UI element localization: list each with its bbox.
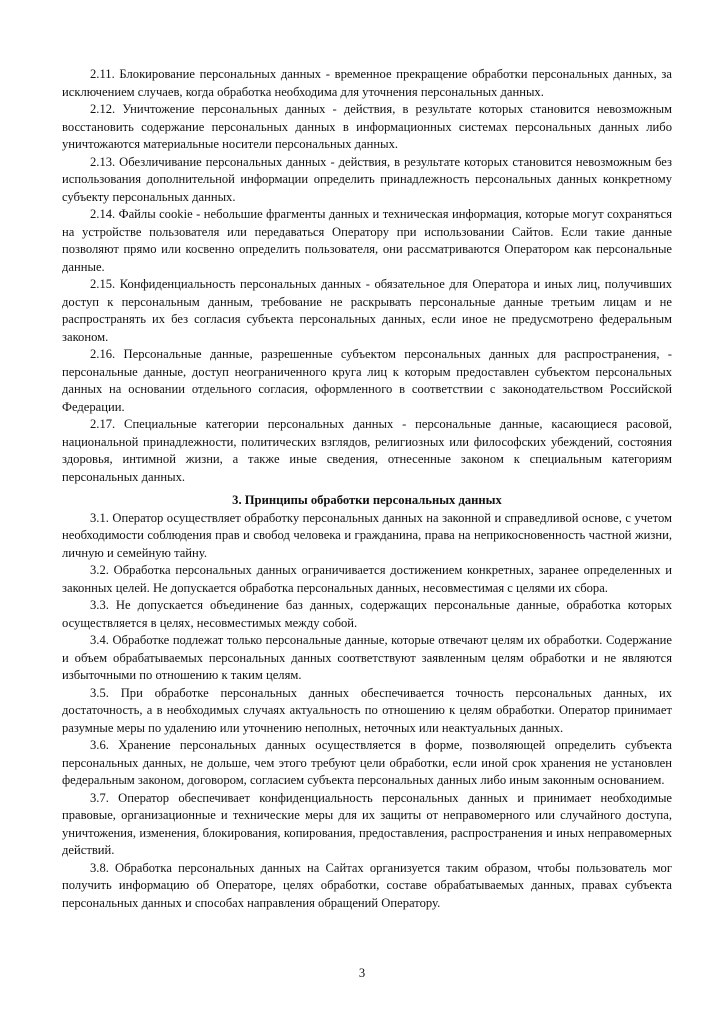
paragraph-2-17: 2.17. Специальные категории персональных данных - персональные данные, касающиеся расовой, национальной принадлежности, политических взглядов, религиозных или философских убеждений, состояния здоровья, интимной жизни, а также иные сведения, отнесенные законом к специальным категориям персональных данных.	[62, 417, 672, 484]
paragraph-2-13: 2.13. Обезличивание персональных данных - действия, в результате которых становится невозможным без использования дополнительной информации определить принадлежность персональных данных конкретному субъекту персональных данных.	[62, 154, 672, 204]
paragraph-3-6: 3.6. Хранение персональных данных осуществляется в форме, позволяющей определить субъекта персональных данных, не дольше, чем этого требуют цели обработки, если иной срок хранения не установлен федеральным законом, договором, согласием субъекта персональных данных либо иным законным основанием.	[62, 738, 672, 787]
section-heading: 3. Принципы обработки персональных данных	[232, 493, 502, 507]
paragraph-3-5: 3.5. При обработке персональных данных обеспечивается точность персональных данных, их достаточность, а в необходимых случаях актуальность по отношению к целям обработки. Оператор принимает разумные меры по удалению или уточнению неполных, неточных или неактуальных данных.	[62, 685, 672, 735]
document-page	[62, 66, 672, 912]
paragraph-3-4: 3.4. Обработке подлежат только персональные данные, которые отвечают целям их обработки. Содержание и объем обрабатываемых персональных данных соответствуют заявленным целям обработки и не являются избыточными по отношению к таким целям.	[62, 633, 672, 682]
paragraph-2-11: 2.11. Блокирование персональных данных - временное прекращение обработки персональных данных, за исключением случаев, когда обработка необходима для уточнения персональных данных.	[62, 67, 672, 99]
paragraph-3-3: 3.3. Не допускается объединение баз данных, содержащих персональные данные, обработка которых осуществляется в целях, несовместимых между собой.	[62, 598, 672, 630]
paragraph-3-7: 3.7. Оператор обеспечивает конфиденциальность персональных данных и принимает необходимые правовые, организационные и технические меры для их защиты от неправомерного или случайного доступа, уничтожения, изменения, блокирования, копирования, предоставления, распространения и иных неправомерных действий.	[62, 790, 672, 857]
page-number: 3	[358, 966, 366, 980]
paragraph-3-8: 3.8. Обработка персональных данных на Сайтах организуется таким образом, чтобы пользователь мог получить информацию об Операторе, целях обработки, составе обрабатываемых данных, правах субъекта персональных данных и способах направления обращений Оператору.	[62, 860, 672, 910]
paragraph-3-2: 3.2. Обработка персональных данных ограничивается достижением конкретных, заранее определенных и законных целей. Не допускается обработка персональных данных, несовместимая с целями их сбора.	[62, 563, 672, 595]
paragraph-3-1: 3.1. Оператор осуществляет обработку персональных данных на законной и справедливой основе, с учетом необходимости соблюдения прав и свобод человека и гражданина, права на неприкосновенность частной жизни, личную и семейную тайну.	[62, 510, 672, 560]
paragraph-2-14: 2.14. Файлы cookie - небольшие фрагменты данных и техническая информация, которые могут сохраняться на устройстве пользователя или передаваться Оператору при использовании Сайтов. Если такие данные позволяют прямо или косвенно определить пользователя, они рассматриваются Оператором как персональные данные.	[62, 207, 672, 274]
paragraph-2-12: 2.12. Уничтожение персональных данных - действия, в результате которых становится невозможным восстановить содержание персональных данных в информационных системах персональных данных либо уничтожаются материальные носители персональных данных.	[62, 102, 672, 151]
paragraph-2-15: 2.15. Конфиденциальность персональных данных - обязательное для Оператора и иных лиц, получивших доступ к персональным данным, требование не раскрывать персональные данные третьим лицам и не распространять их без согласия субъекта персональных данных, если иное не предусмотрено федеральным законом.	[62, 277, 672, 344]
paragraph-2-16: 2.16. Персональные данные, разрешенные субъектом персональных данных для распространения, - персональные данные, доступ неограниченного круга лиц к которым предоставлен субъектом персональных данных на основании отдельного согласия, оформленного в соответствии с законодательством Российской Федерации.	[62, 347, 672, 414]
